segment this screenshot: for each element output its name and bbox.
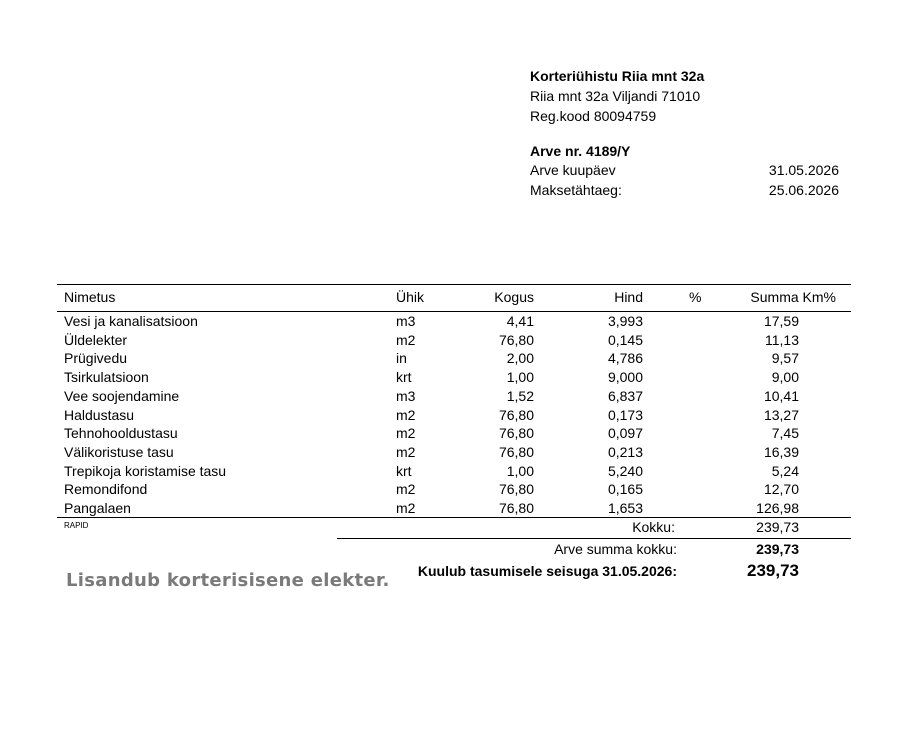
cell-name: Tsirkulatsioon bbox=[64, 369, 149, 386]
invoice-date-label: Arve kuupäev bbox=[530, 162, 616, 178]
cell-qty: 76,80 bbox=[498, 443, 534, 460]
cell-unit: m2 bbox=[396, 500, 416, 516]
cell-name: Haldustasu bbox=[64, 406, 135, 423]
cell-price: 0,145 bbox=[607, 331, 643, 348]
cell-sum: 10,41 bbox=[763, 387, 799, 404]
col-header-name: Nimetus bbox=[64, 289, 116, 305]
payable-label: Kuulub tasumisele seisuga 31.05.2026: bbox=[417, 563, 677, 579]
cell-name: Remondifond bbox=[64, 481, 148, 498]
cell-qty: 76,80 bbox=[498, 481, 534, 498]
cell-price: 3,993 bbox=[607, 313, 643, 329]
cell-name: Vesi ja kanalisatsioon bbox=[64, 313, 198, 329]
cell-unit: krt bbox=[396, 369, 412, 386]
col-header-sum: Summa Km% bbox=[750, 289, 836, 305]
cell-qty: 1,52 bbox=[506, 387, 534, 404]
cell-unit: m2 bbox=[396, 425, 416, 442]
cell-unit: m3 bbox=[396, 387, 416, 404]
cell-qty: 1,00 bbox=[506, 369, 534, 386]
cell-sum: 17,59 bbox=[763, 313, 799, 329]
cell-unit: m2 bbox=[396, 443, 416, 460]
cell-name: Pangalaen bbox=[64, 500, 131, 516]
issuer-address: Riia mnt 32a Viljandi 71010 bbox=[530, 88, 701, 104]
cell-unit: m2 bbox=[396, 331, 416, 348]
cell-name: Üldelekter bbox=[64, 331, 128, 348]
invoice-date-value: 31.05.2026 bbox=[768, 162, 839, 178]
cell-name: Tehnohooldustasu bbox=[64, 425, 178, 442]
cell-price: 4,786 bbox=[607, 350, 643, 367]
cell-qty: 4,41 bbox=[506, 313, 534, 329]
cell-sum: 12,70 bbox=[763, 481, 799, 498]
cell-name: Välikoristuse tasu bbox=[64, 443, 174, 460]
cell-price: 1,653 bbox=[607, 500, 643, 516]
invoice-number: Arve nr. 4189/Y bbox=[530, 143, 631, 159]
col-header-qty: Kogus bbox=[494, 289, 534, 305]
cell-sum: 126,98 bbox=[756, 500, 799, 516]
cell-price: 0,213 bbox=[607, 443, 643, 460]
invoice-total-value: 239,73 bbox=[756, 541, 799, 557]
cell-unit: m2 bbox=[396, 406, 416, 423]
cell-price: 0,165 bbox=[607, 481, 643, 498]
electricity-note: Lisandub korterisisene elekter. bbox=[66, 570, 390, 591]
cell-sum: 16,39 bbox=[763, 443, 799, 460]
cell-sum: 11,13 bbox=[765, 331, 799, 348]
cell-name: Trepikoja koristamise tasu bbox=[64, 462, 227, 479]
cell-name: Vee soojendamine bbox=[64, 387, 180, 404]
cell-qty: 76,80 bbox=[498, 331, 534, 348]
cell-unit: m3 bbox=[396, 313, 416, 329]
cell-sum: 9,00 bbox=[771, 369, 799, 386]
cell-qty: 76,80 bbox=[498, 425, 534, 442]
issuer-regcode: Reg.kood 80094759 bbox=[530, 108, 657, 124]
cell-unit: in bbox=[396, 350, 407, 367]
invoice-due-value: 25.06.2026 bbox=[768, 182, 839, 198]
cell-sum: 9,57 bbox=[771, 350, 799, 367]
cell-qty: 76,80 bbox=[498, 406, 534, 423]
cell-price: 6,837 bbox=[607, 387, 643, 404]
cell-unit: krt bbox=[396, 462, 412, 479]
cell-sum: 5,24 bbox=[771, 462, 799, 479]
totals-rule bbox=[337, 538, 851, 539]
cell-qty: 76,80 bbox=[498, 500, 534, 516]
cell-price: 9,000 bbox=[607, 369, 643, 386]
col-header-price: Hind bbox=[614, 289, 643, 305]
table-top-rule bbox=[57, 284, 851, 285]
col-header-unit: Ühik bbox=[396, 289, 425, 305]
rapid-label: RAPID bbox=[64, 521, 89, 530]
cell-unit: m2 bbox=[396, 481, 416, 498]
invoice-total-label: Arve summa kokku: bbox=[554, 541, 677, 557]
cell-qty: 2,00 bbox=[506, 350, 534, 367]
cell-sum: 13,27 bbox=[763, 406, 799, 423]
invoice-due-label: Maksetähtaeg: bbox=[530, 182, 622, 198]
cell-price: 0,097 bbox=[607, 425, 643, 442]
cell-sum: 7,45 bbox=[771, 425, 799, 442]
col-header-pct: % bbox=[689, 289, 702, 305]
kokku-value: 239,73 bbox=[756, 519, 799, 535]
cell-name: Prügivedu bbox=[64, 350, 128, 367]
cell-qty: 1,00 bbox=[506, 462, 534, 479]
cell-price: 5,240 bbox=[607, 462, 643, 479]
issuer-name: Korteriühistu Riia mnt 32a bbox=[530, 68, 705, 84]
kokku-label: Kokku: bbox=[632, 519, 675, 535]
payable-value: 239,73 bbox=[747, 561, 799, 580]
cell-price: 0,173 bbox=[607, 406, 643, 423]
